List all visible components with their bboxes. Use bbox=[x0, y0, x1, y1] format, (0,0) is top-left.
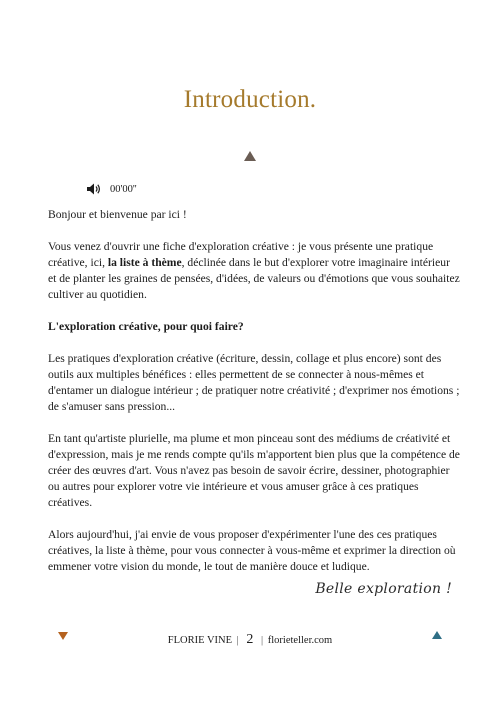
page-footer bbox=[0, 632, 500, 648]
intro-text-end: , déclinée dans le but d'explorer votre imaginaire intérieur et de planter les graines de pensées, d'idées, de valeurs ou d'émotions que vous souhaitez cultiver au quotidien. bbox=[48, 256, 460, 301]
page-number: 2 bbox=[246, 632, 254, 647]
triangle-up-icon bbox=[244, 151, 256, 161]
section-heading: L'exploration créative, pour quoi faire? bbox=[48, 320, 244, 333]
main-content bbox=[48, 207, 460, 591]
signature: Belle exploration ! bbox=[315, 581, 452, 597]
speaker-icon[interactable] bbox=[87, 183, 101, 195]
audio-time: 00'00'' bbox=[110, 183, 137, 195]
benefits-paragraph: Les pratiques d'exploration créative (écriture, dessin, collage et plus encore) sont des outils aux multiples bénéfices : elles permettent de se connecter à nous-mêmes et d'entamer un dialogue intérieur ; de pratiquer notre créativité ; d'exprimer nos émotions ; de s'amuser sans pression... bbox=[48, 352, 460, 413]
artist-paragraph: En tant qu'artiste plurielle, ma plume et mon pinceau sont des médiums de créativité et d'expression, mais je me rends compte qu'ils m'apportent bien plus que la compétence de créer des œuvres d'art. Vous n'avez pas besoin de savoir écrire, dessiner, photographier ou autres pour explorer votre vie intérieure et vous amuser grâce à ces pratiques créatives. bbox=[48, 432, 460, 509]
footer-website[interactable]: florieteller.com bbox=[267, 635, 333, 646]
page-title: Introduction. bbox=[183, 86, 317, 113]
proposal-paragraph: Alors aujourd'hui, j'ai envie de vous proposer d'expérimenter l'une des ces pratiques créatives, la liste à thème, pour vous connecter à vous-même et exprimer la direction où emmener votre vision du monde, le tout de manière douce et ludique. bbox=[48, 528, 456, 573]
intro-text-start: Vous venez d'ouvrir une fiche d'exploration créative : je vous présente une pratique créative, ici, bbox=[48, 240, 434, 269]
footer-author: FLORIE VINE bbox=[167, 635, 233, 646]
footer-separator: | bbox=[261, 635, 264, 646]
greeting-paragraph: Bonjour et bienvenue par ici ! bbox=[48, 208, 187, 221]
audio-player[interactable] bbox=[87, 183, 137, 195]
footer-separator: | bbox=[236, 635, 239, 646]
intro-paragraph bbox=[48, 239, 460, 303]
next-page-icon[interactable] bbox=[432, 631, 442, 639]
intro-bold-text: la liste à thème bbox=[107, 256, 182, 269]
